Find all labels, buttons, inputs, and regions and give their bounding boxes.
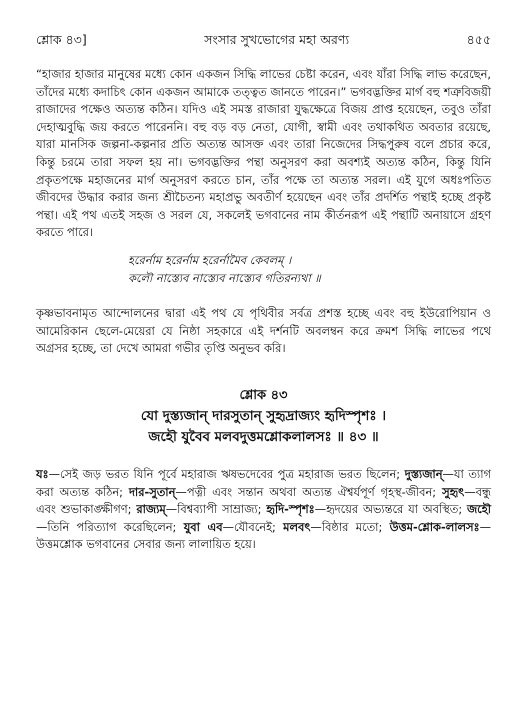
synonym-meaning: —বন্ধু এবং শুভাকাঙ্ক্ষীগণ; <box>36 484 492 517</box>
synonym-meaning: —যৌবনেই; <box>222 519 284 534</box>
synonym-term: রাজ্যম্ <box>136 502 166 517</box>
word-synonyms <box>36 466 491 554</box>
quoted-verse-line-2: কলৌ নাস্ত্যেব নাস্ত্যেব নাস্ত্যেব গতিরন্যথা ॥ <box>128 270 321 285</box>
sloka-heading: শ্লোক ৪৩ <box>239 387 288 403</box>
sloka-line-2: জহৌ যুবৈব মলবদুত্তমশ্লোকলালসঃ ॥ ৪৩ ॥ <box>148 428 379 445</box>
synonym-term: মলবৎ <box>283 519 311 534</box>
synonym-term: সুহৃৎ <box>442 484 465 499</box>
synonym-term: যঃ <box>36 466 49 481</box>
synonym-meaning: —তিনি পরিত্যাগ করেছিলেন; <box>36 519 184 534</box>
synonym-term: উত্তম-শ্লোক-লালসঃ <box>389 519 480 534</box>
synonym-term: হৃদি-স্পৃশঃ <box>266 502 315 517</box>
page-header <box>36 32 491 50</box>
synonym-term: দার-সুতান্ <box>128 484 176 499</box>
synonym-meaning: —পত্নী এবং সন্তান অথবা অত্যন্ত ঐশ্বর্যপূর্ণ গৃহস্থ-জীবন; <box>175 484 443 499</box>
synonym-meaning: —যা ত্যাগ করা অত্যন্ত কঠিন; <box>36 466 491 499</box>
quoted-verse <box>128 252 491 287</box>
header-chapter-title: সংসার সুখভোগের মহা অরণ্য <box>204 32 350 47</box>
header-verse-ref: শ্লোক ৪৩] <box>36 32 87 47</box>
purport-paragraph-1: “হাজার হাজার মানুষের মধ্যে কোন একজন সিদ্ধি লাভের চেষ্টা করেন, এবং যাঁরা সিদ্ধি লাভ করেছেন, তাঁদের মধ্যে কদাচিৎ কোন একজন আমাকে তত্ত্বত জানতে পারেন।” ভগবদ্ভক্তির মার্গ বহু শত্রুবিজয়ী রাজাদের পক্ষেও অত্যন্ত কঠিন। যদিও এই সমস্ত রাজারা যুদ্ধক্ষেত্রে বিজয় প্রাপ্ত হয়েছেন, তবুও তাঁরা দেহাত্মবুদ্ধি জয় করতে পারেননি। বহু বড় বড় নেতা, যোগী, স্বামী এবং তথাকথিত অবতার রয়েছে, যারা মানসিক জল্পনা-কল্পনার প্রতি অত্যন্ত আসক্ত এবং তারা নিজেদের সিদ্ধপুরুষ বলে প্রচার করে, কিন্তু চরমে তারা সফল হয় না। ভগবদ্ভক্তির পন্থা অনুসরণ করা অবশ্যই অত্যন্ত কঠিন, কিন্তু যিনি প্রকৃতপক্ষে মহাজনের মার্গ অনুসরণ করতে চান, তাঁর পক্ষে তা অত্যন্ত সরল। এই যুগে অধঃপতিত জীবদের উদ্ধার করার জন্য শ্রীচৈতন্য মহাপ্রভু অবতীর্ণ হয়েছেন এবং তাঁর প্রদর্শিত পন্থাই হচ্ছে প্রকৃষ্ট পন্থা। এই পথ এতই সহজ ও সরল যে, সকলেই ভগবানের নাম কীর্তনরূপ এই পন্থাটি অনায়াসে গ্রহণ করতে পারে। <box>36 67 491 240</box>
synonym-meaning: —বিষ্ঠার মতো; <box>310 519 390 534</box>
synonym-meaning: —সেই জড় ভরত যিনি পূর্বে মহারাজ ঋষভদেবের পুত্র মহারাজ ভরত ছিলেন; <box>48 466 405 481</box>
synonym-meaning: —হৃদয়ের অভ্যন্তরে যা অবস্থিত; <box>314 502 467 517</box>
book-page <box>36 32 491 554</box>
synonym-meaning: —উত্তমশ্লোক ভগবানের সেবার জন্য লালায়িত হয়ে। <box>36 519 491 552</box>
synonym-term: যুবা এব <box>183 519 223 534</box>
quoted-verse-line-1: হরের্নাম হরের্নাম হরের্নামৈব কেবলম্ । <box>128 252 292 267</box>
synonym-term: জহৌ <box>466 502 491 517</box>
synonym-term: দুস্ত্যজান্ <box>404 466 443 481</box>
synonym-meaning: —বিশ্বব্যাপী সাম্রাজ্য; <box>165 502 267 517</box>
sloka-line-1: যো দুস্ত্যজান্ দারসুতান্ সুহৃদ্রাজ্যং হৃদিস্পৃশঃ । <box>140 407 387 424</box>
page-number: ৪৫৫ <box>466 32 491 47</box>
purport-paragraph-2: কৃষ্ণভাবনামৃত আন্দোলনের দ্বারা এই পথ যে পৃথিবীর সর্বত্র প্রশস্ত হচ্ছে এবং বহু ইউরোপিয়ান ও আমেরিকান ছেলে-মেয়েরা যে নিষ্ঠা সহকারে এই দর্শনটি অবলম্বন করে ক্রমশ সিদ্ধি লাভের পথে অগ্রসর হচ্ছে, তা দেখে আমরা গভীর তৃপ্তি অনুভব করি। <box>36 306 491 356</box>
